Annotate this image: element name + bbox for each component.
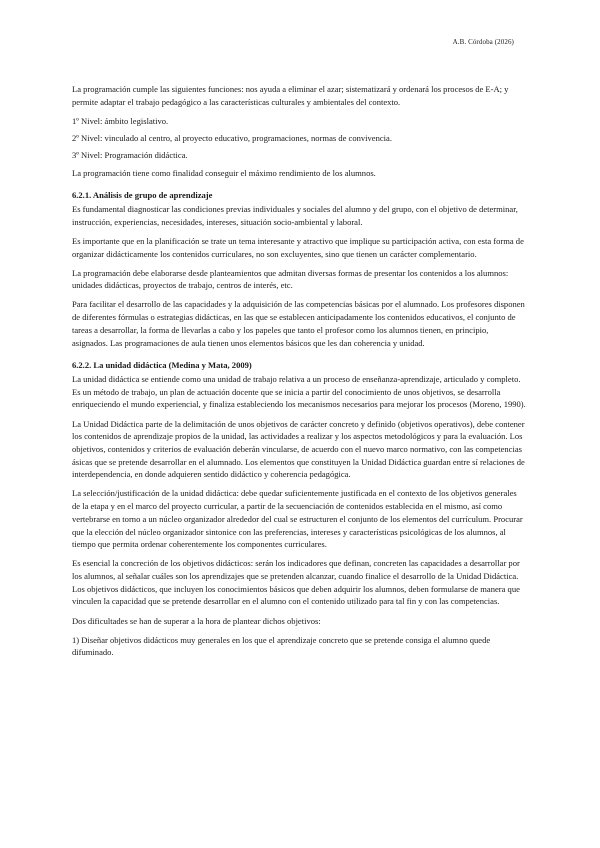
paragraph-programming-functions: La programación cumple las siguientes funciones: nos ayuda a eliminar el azar; sistematizará y ordenará los procesos de E-A; y permite adaptar el trabajo pedagógico a las características culturales y ambientales del contexto. — [72, 84, 509, 107]
paragraph-programming-goal: La programación tiene como finalidad conseguir el máximo rendimiento de los alumnos. — [72, 167, 376, 178]
document-body — [72, 83, 526, 665]
paragraph-difficulties-intro: Dos dificultades se han de superar a la hora de plantear dichos objetivos: — [72, 615, 321, 626]
paragraph-programming-forms: La programación debe elaborarse desde planteamientos que admitan diversas formas de presentar los contenidos a los alumnos: unidades didácticas, proyectos de trabajo, centros de interés, etc. — [72, 267, 509, 291]
section-heading-didactic-unit: 6.2.2. La unidad didáctica (Medina y Mata, 2009) — [72, 360, 252, 371]
paragraph-diagnosis: Es fundamental diagnosticar las condiciones previas individuales y sociales del alumno y del grupo, con el objetivo de determinar, instrucción, experiencias, necesidades, intereses, situación socio-ambiental y laboral. — [72, 204, 518, 227]
page-header-citation: A.B. Córdoba (2026) — [452, 38, 514, 46]
paragraph-planning: Es importante que en la planificación se trate un tema interesante y atractivo que implique su participación activa, con esta forma de organizar didácticamente los contenidos curriculares, no son excluyentes, sino que tienen un carácter complementario. — [72, 235, 524, 259]
level-1-item: 1º Nivel: ámbito legislativo. — [72, 115, 169, 126]
paragraph-unit-objectives: La Unidad Didáctica parte de la delimitación de unos objetivos de carácter concreto y definido (objetivos operativos), debe contener los contenidos de aprendizaje propios de la unidad, las actividades a realizar y los aspectos metodológicos y para la evaluación. Los objetivos, contenidos y criterios de evaluación deberán vincularse, de acuerdo con el nuevo marco normativo, con las competencias ásicas que se pretende desarrollar en el alumnado. Los elementos que constituyen la Unidad Didáctica guardan entre sí relaciones de interdependencia, en donde adquieren sentido didáctico y coherencia pedagógica. — [72, 418, 525, 480]
paragraph-difficulty-1: 1) Diseñar objetivos didácticos muy generales en los que el aprendizaje concreto que se pretende consiga el alumno quede difuminado. — [72, 634, 491, 658]
paragraph-competences: Para facilitar el desarrollo de las capacidades y la adquisición de las competencias básicas por el alumnado. Los profesores disponen de diferentes fórmulas o estrategias didácticas, en las que se establecen anticipadamente los contenidos educativos, el conjunto de tareas a desarrollar, la forma de llevarlas a cabo y los papeles que tanto el profesor como los alumnos tienen, en principio, asignados. Las programaciones de aula tienen unos elementos básicos que les dan coherencia y unidad. — [72, 299, 525, 348]
paragraph-unit-selection: La selección/justificación de la unidad didáctica: debe quedar suficientemente justificada en el contexto de los objetivos generales de la etapa y en el marco del proyecto curricular, a partir de la secuenciación de contenidos establecida en el mismo, así como vertebrarse en torno a un núcleo organizador alrededor del cual se estructuren el conjunto de los elementos del currículum. Procurar que la elección del núcleo organizador sintonice con las preferencias, intereses y características psicológicas de los alumnos, al tiempo que permita ordenar coherentemente los componentes curriculares. — [72, 488, 523, 550]
level-3-item: 3º Nivel: Programación didáctica. — [72, 150, 188, 161]
paragraph-unit-definition: La unidad didáctica se entiende como una unidad de trabajo relativa a un proceso de enseñanza-aprendizaje, articulado y completo. Es un método de trabajo, un plan de actuación docente que se inicia a partir del conocimiento de unos objetivos, se desarrolla enriqueciendo el mundo experiencial, y finaliza estableciendo los mecanismos necesarios para mejorar los procesos (Moreno, 1990). — [72, 374, 526, 410]
level-2-item: 2º Nivel: vinculado al centro, al proyecto educativo, programaciones, normas de convivencia. — [72, 133, 392, 144]
section-heading-group-analysis: 6.2.1. Análisis de grupo de aprendizaje — [72, 190, 213, 201]
paragraph-objectives-concretion: Es esencial la concreción de los objetivos didácticos: serán los indicadores que definan, concreten las capacidades a desarrollar por los alumnos, al señalar cuáles son los aprendizajes que se pretenden alcanzar, cuando finalice el desarrollo de la Unidad Didáctica. Los objetivos didácticos, que incluyen los conocimientos básicos que deben adquirir los alumnos, deben formularse de manera que vinculen la capacidad que se pretende desarrollar en el alumno con el contenido utilizado para tal fin y con las competencias. — [72, 558, 520, 607]
